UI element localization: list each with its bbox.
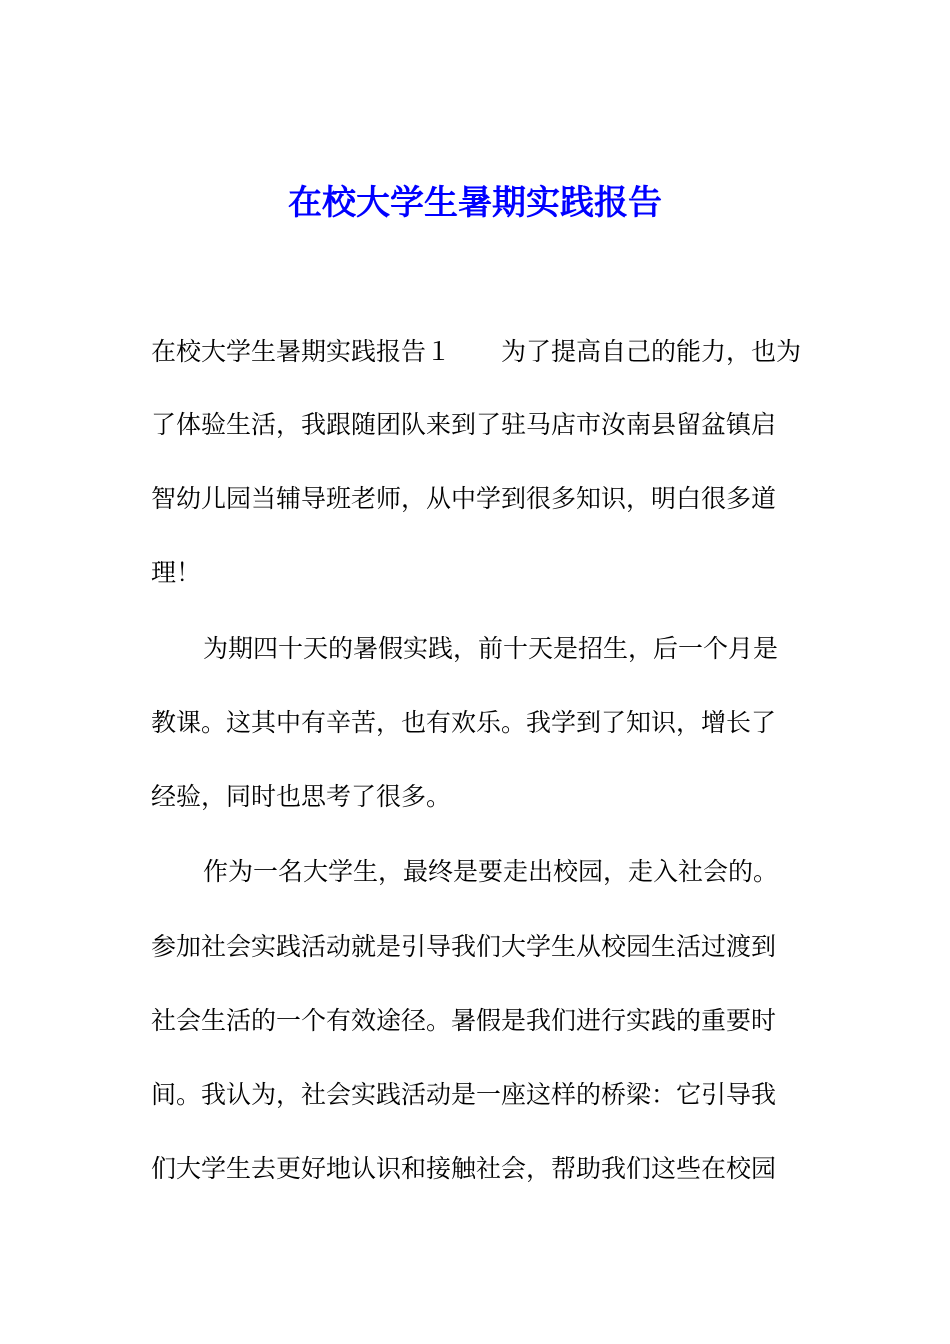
paragraph-line: 间。我认为，社会实践活动是一座这样的桥梁：它引导我 bbox=[151, 1080, 777, 1109]
paragraph-line: 了体验生活，我跟随团队来到了驻马店市汝南县留盆镇启 bbox=[151, 410, 777, 439]
document-title: 在校大学生暑期实践报告 bbox=[288, 183, 662, 223]
paragraph-line: 教课。这其中有辛苦，也有欢乐。我学到了知识，增长了 bbox=[151, 708, 777, 737]
paragraph-line: 社会生活的一个有效途径。暑假是我们进行实践的重要时 bbox=[151, 1006, 777, 1035]
paragraph-line: 经验，同时也思考了很多。 bbox=[151, 782, 452, 811]
paragraph-line: 在校大学生暑期实践报告１ 为了提高自己的能力，也为 bbox=[151, 337, 802, 366]
paragraph-line: 们大学生去更好地认识和接触社会，帮助我们这些在校园 bbox=[151, 1154, 777, 1183]
paragraph-line: 作为一名大学生，最终是要走出校园，走入社会的。 bbox=[203, 857, 779, 886]
paragraph-line: 为期四十天的暑假实践，前十天是招生，后一个月是 bbox=[203, 634, 779, 663]
paragraph-line: 参加社会实践活动就是引导我们大学生从校园生活过渡到 bbox=[151, 932, 777, 961]
paragraph-line: 智幼儿园当辅导班老师，从中学到很多知识，明白很多道 bbox=[151, 484, 777, 513]
paragraph-line: 理！ bbox=[151, 558, 202, 587]
